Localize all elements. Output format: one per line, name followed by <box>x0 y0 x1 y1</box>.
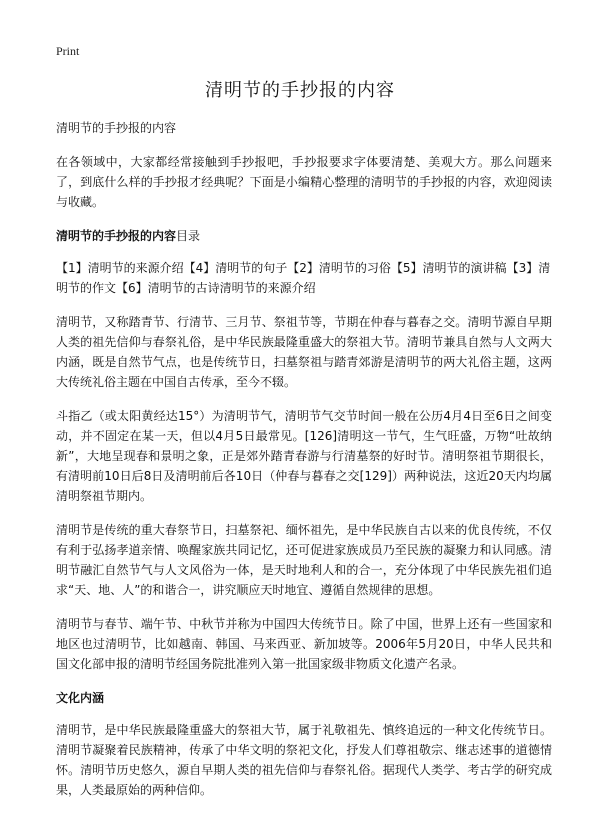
body-paragraph-4: 清明节与春节、端午节、中秋节并称为中国四大传统节日。除了中国，世界上还有一些国家和地区也过清明节，比如越南、韩国、马来西亚、新加坡等。2006年5月20日，中华人民共和国文化部申报的清明节经国务院批准列入第一批国家级非物质文化遗产名录。 <box>56 617 552 671</box>
table-of-contents <box>56 258 552 298</box>
toc-heading <box>56 226 552 246</box>
toc-heading-title: 清明节的手抄报的内容 <box>56 229 177 243</box>
print-link[interactable]: Print <box>56 44 80 58</box>
toc-heading-label: 目录 <box>176 229 201 243</box>
intro-paragraph: 在各领域中，大家都经常接触到手抄报吧，手抄报要求字体要清楚、美观大方。那么问题来了，到底什么样的手抄报才经典呢？下面是小编精心整理的清明节的手抄报的内容，欢迎阅读与收藏。 <box>56 155 552 209</box>
subtitle: 清明节的手抄报的内容 <box>56 121 177 135</box>
article-body <box>56 118 552 814</box>
culture-paragraph: 清明节，是中华民族最隆重盛大的祭祖大节，属于礼敬祖先、慎终追远的一种文化传统节日。清明节凝聚着民族精神，传承了中华文明的祭祀文化，抒发人们尊祖敬宗、继志述事的道德情怀。清明节历史悠久，源自早期人类的祖先信仰与春祭礼俗。据现代人类学、考古学的研究成果，人类最原始的两种信仰。 <box>56 723 552 797</box>
toc-item-origin[interactable]: 【1】清明节的来源介绍 <box>56 261 184 275</box>
toc-item-poems[interactable]: 【6】清明节的古诗清明节的来源介绍 <box>116 281 316 295</box>
page-title: 清明节的手抄报的内容 <box>205 80 395 101</box>
toc-item-essay[interactable]: 【3】清明节的作文 <box>56 261 551 295</box>
toc-item-speech[interactable]: 【5】清明节的演讲稿 <box>390 261 507 275</box>
section-heading-culture: 文化内涵 <box>56 691 105 705</box>
body-paragraph-3: 清明节是传统的重大春祭节日，扫墓祭祀、缅怀祖先，是中华民族自古以来的优良传统，不仅有利于弘扬孝道亲情、唤醒家族共同记忆，还可促进家族成员乃至民族的凝聚力和认同感。清明节融汇自然节气与人文风俗为一体，是天时地利人和的合一，充分体现了中华民族先祖们追求“天、地、人”的和谐合一，讲究顺应天时地宜、遵循自然规律的思想。 <box>56 523 552 597</box>
toc-item-sentences[interactable]: 【4】清明节的句子 <box>183 261 288 275</box>
toc-item-customs[interactable]: 【2】清明节的习俗 <box>287 261 391 275</box>
body-paragraph-1: 清明节，又称踏青节、行清节、三月节、祭祖节等，节期在仲春与暮春之交。清明节源自早期人类的祖先信仰与春祭礼俗，是中华民族最隆重盛大的祭祖大节。清明节兼具自然与人文两大内涵，既是自然节气点，也是传统节日，扫墓祭祖与踏青郊游是清明节的两大礼俗主题，这两大传统礼俗主题在中国自古传承，至今不辍。 <box>56 315 552 389</box>
body-paragraph-2: 斗指乙（或太阳黄经达15°）为清明节气，清明节气交节时间一般在公历4月4日至6日之间变动，并不固定在某一天，但以4月5日最常见。[126]清明这一节气，生气旺盛，万物“吐故纳新”，大地呈现春和景明之象，正是郊外踏青春游与行清墓祭的好时节。清明祭祖节期很长，有清明前10日后8日及清明前后各10日（仲春与暮春之交[129]）两种说法，这近20天内均属清明祭祖节期内。 <box>56 409 552 503</box>
